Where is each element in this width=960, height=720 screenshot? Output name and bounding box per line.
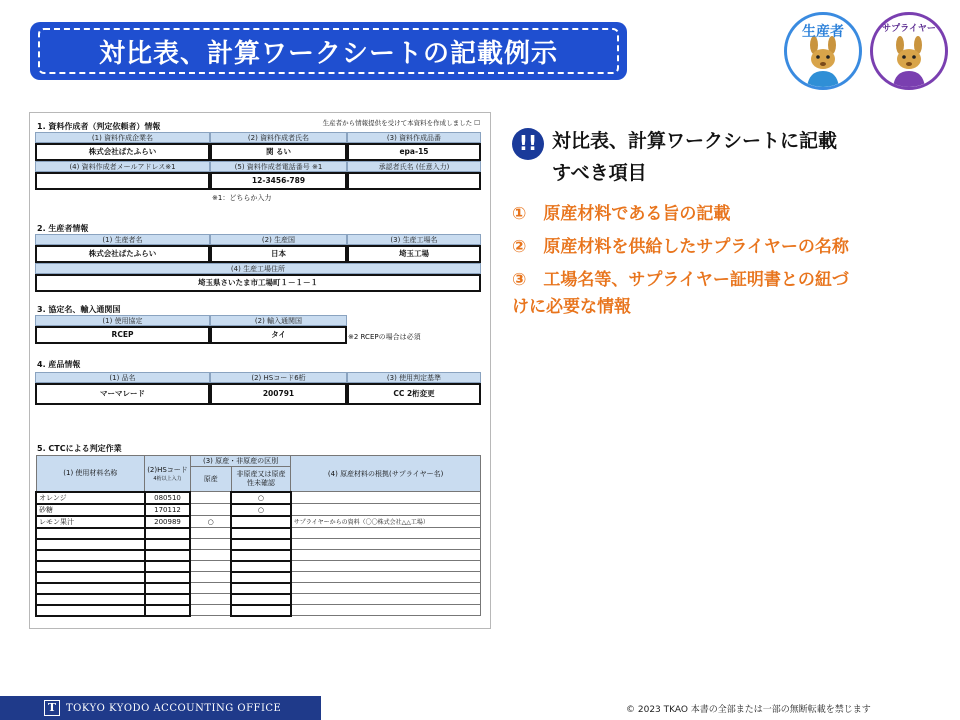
item-3: ③ 工場名等、サプライヤー証明書との紐づ — [512, 270, 849, 290]
section-3-title: 3. 協定名、輸入通関国 — [37, 305, 121, 314]
heading-line-2: すべき項目 — [552, 162, 647, 184]
ctc-cell-basis — [291, 504, 481, 516]
item-2: ② 原産材料を供給したサプライヤーの名称 — [512, 237, 849, 257]
section-5-title: 5. CTCによる判定作業 — [37, 444, 122, 453]
table-row-empty — [36, 528, 481, 539]
table-row-empty — [36, 561, 481, 572]
s4-value-hs: 200791 — [210, 383, 347, 405]
s1-value-company: 株式会社ぱたふらい — [35, 143, 210, 161]
s4-value-product: マーマレード — [35, 383, 210, 405]
ctc-cell-hs: 170112 — [145, 504, 191, 516]
ctc-cell-basis: サプライヤーからの資料（〇〇株式会社△△工場） — [291, 516, 481, 528]
s1-value-part: epa-15 — [347, 143, 481, 161]
document-sheet — [29, 112, 491, 629]
section-4-title: 4. 産品情報 — [37, 360, 81, 369]
table-row-empty — [36, 550, 481, 561]
table-row — [36, 504, 481, 516]
s3-value-agreement: RCEP — [35, 326, 210, 344]
s1-value-name: 関 るい — [210, 143, 347, 161]
s3-header-import-country: (2) 輸入通関国 — [210, 315, 347, 326]
section-4-grid — [35, 372, 481, 405]
ctc-cell-basis — [291, 492, 481, 504]
s4-value-rule: CC 2桁変更 — [347, 383, 481, 405]
table-row-empty — [36, 572, 481, 583]
item-3-continued: けに必要な情報 — [512, 297, 631, 317]
sheet-top-note: 生産者から情報提供を受けて本資料を作成しました ☐ — [322, 119, 480, 127]
s2-value-address: 埼玉県さいたま市工場町１－１－１ — [35, 274, 481, 292]
s3-value-import-country: タイ — [210, 326, 347, 344]
table-row-empty — [36, 583, 481, 594]
ctc-header-origin-group: (3) 原産・非原産の区別 — [190, 456, 290, 467]
company-logo-icon: T — [44, 700, 60, 716]
ctc-cell-non-originating: ○ — [231, 492, 291, 504]
supplier-avatar — [870, 12, 948, 90]
ctc-cell-hs: 200989 — [145, 516, 191, 528]
table-row — [36, 492, 481, 504]
ctc-cell-non-originating — [231, 516, 291, 528]
section-1-title: 1. 資料作成者（判定依頼者）情報 — [37, 122, 161, 131]
section-2-title: 2. 生産者情報 — [37, 224, 89, 233]
footer-bar — [0, 696, 321, 720]
section-2-grid — [35, 234, 481, 292]
s1-value-approver — [347, 172, 481, 190]
title-dashed-frame — [38, 28, 619, 74]
s1-header-email: (4) 資料作成者メールアドレス※1 — [35, 161, 210, 172]
copyright-text: © 2023 TKAO 本書の全部または一部の無断転載を禁じます — [626, 705, 871, 715]
supplier-label: サプライヤー — [882, 24, 936, 34]
s4-header-rule: (3) 使用判定基準 — [347, 372, 481, 383]
s1-header-phone: (5) 資料作成者電話番号 ※1 — [210, 161, 347, 172]
s4-header-product: (1) 品名 — [35, 372, 210, 383]
table-row-empty — [36, 605, 481, 616]
table-row-empty — [36, 594, 481, 605]
s2-header-producer: (1) 生産者名 — [35, 234, 210, 245]
s4-header-hs: (2) HSコード6桁 — [210, 372, 347, 383]
s1-header-approver: 承認者氏名 (任意入力) — [347, 161, 481, 172]
s1-value-phone: 12-3456-789 — [210, 172, 347, 190]
ctc-cell-originating: ○ — [190, 516, 231, 528]
producer-avatar — [784, 12, 862, 90]
s3-footnote: ※2 RCEPの場合は必須 — [348, 333, 421, 341]
table-row-empty — [36, 539, 481, 550]
ctc-cell-hs: 080510 — [145, 492, 191, 504]
ctc-header-non-originating: 非原産又は原産性未確認 — [231, 467, 291, 492]
s1-value-email — [35, 172, 210, 190]
ctc-cell-originating — [190, 504, 231, 516]
page-title: 対比表、計算ワークシートの記載例示 — [98, 38, 558, 69]
ctc-cell-non-originating: ○ — [231, 504, 291, 516]
ctc-cell-originating — [190, 492, 231, 504]
s1-footnote: ※1：どちらか入力 — [212, 194, 272, 202]
s2-header-country: (2) 生産国 — [210, 234, 347, 245]
s2-value-country: 日本 — [210, 245, 347, 263]
s2-header-address: (4) 生産工場住所 — [35, 263, 481, 274]
ctc-header-hs — [145, 456, 191, 492]
footer-company-name: TOKYO KYODO ACCOUNTING OFFICE — [66, 702, 282, 714]
ctc-cell-material: レモン果汁 — [36, 516, 145, 528]
ctc-header-basis: (4) 原産材料の根拠(サプライヤー名) — [291, 456, 481, 492]
table-row — [36, 516, 481, 528]
s3-header-agreement: (1) 使用協定 — [35, 315, 210, 326]
item-1: ① 原産材料である旨の記載 — [512, 204, 731, 224]
attention-icon: !! — [512, 128, 544, 160]
ctc-header-originating: 原産 — [190, 467, 231, 492]
producer-label: 生産者 — [802, 24, 844, 40]
ctc-header-hs-label: (2)HSコード — [147, 465, 188, 474]
s1-header-part: (3) 資料作成品番 — [347, 132, 481, 143]
s2-value-factory: 埼玉工場 — [347, 245, 481, 263]
ctc-header-hs-sub: 4桁以上入力 — [153, 475, 182, 482]
s1-header-name: (2) 資料作成者氏名 — [210, 132, 347, 143]
heading-line-1: 対比表、計算ワークシートに記載 — [552, 130, 838, 152]
title-banner — [30, 22, 627, 80]
ctc-table — [35, 455, 481, 617]
ctc-cell-material: オレンジ — [36, 492, 145, 504]
ctc-header-material: (1) 使用材料名称 — [36, 456, 145, 492]
s1-header-company: (1) 資料作成企業名 — [35, 132, 210, 143]
s2-value-producer: 株式会社ぱたふらい — [35, 245, 210, 263]
section-1-grid — [35, 132, 481, 190]
ctc-cell-material: 砂糖 — [36, 504, 145, 516]
s2-header-factory: (3) 生産工場名 — [347, 234, 481, 245]
